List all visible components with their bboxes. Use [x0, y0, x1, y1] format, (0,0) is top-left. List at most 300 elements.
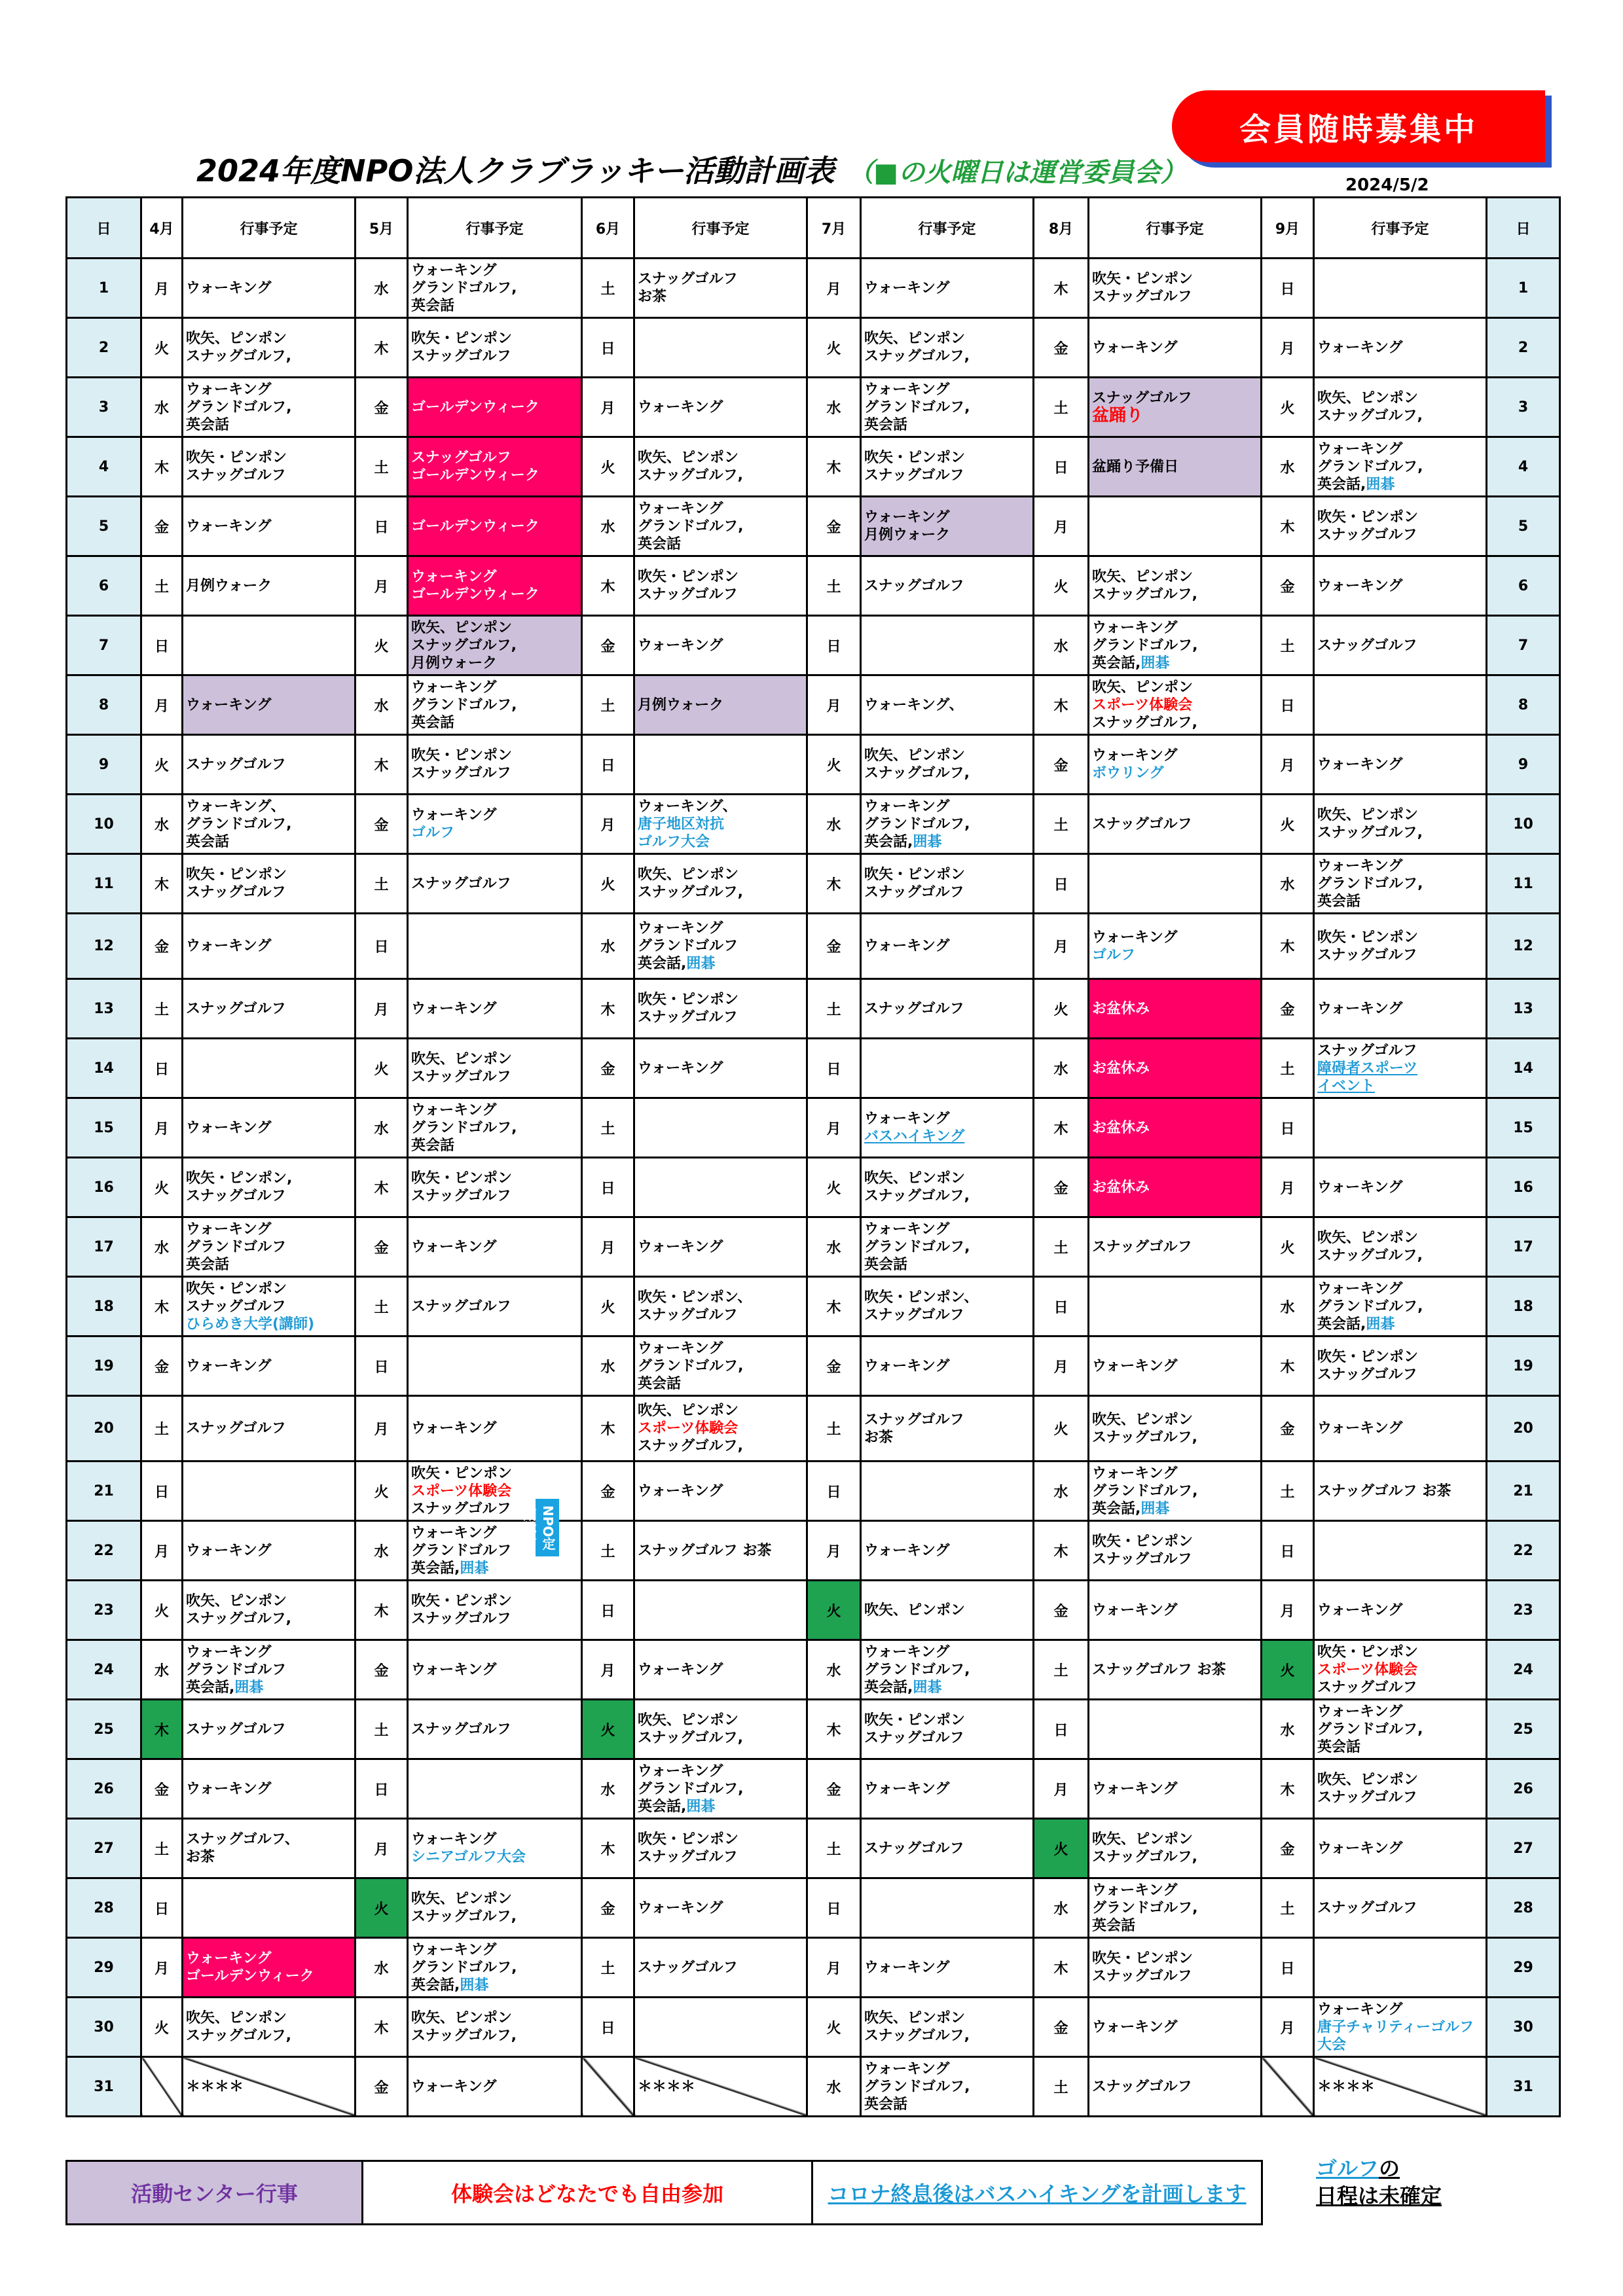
event-cell — [1314, 497, 1487, 556]
event-cell — [183, 497, 356, 556]
day-number-right: 7 — [1487, 616, 1560, 675]
weekday-cell: 火 — [356, 616, 408, 675]
weekday-cell: 水 — [1262, 1700, 1314, 1759]
event-cell — [1089, 854, 1262, 914]
event-cell — [861, 1158, 1034, 1217]
weekday-cell: 土 — [356, 854, 408, 914]
event-line: ウォーキング — [1317, 577, 1403, 594]
weekday-cell: 土 — [1262, 1039, 1314, 1098]
event-cell — [1314, 556, 1487, 616]
event-line: ウォーキング — [411, 1661, 497, 1678]
table-row — [67, 437, 1560, 497]
event-cell — [634, 1819, 807, 1878]
event-cell — [1314, 675, 1487, 735]
day-number-right: 12 — [1487, 914, 1560, 979]
table-row — [67, 1336, 1560, 1396]
table-row — [67, 914, 1560, 979]
header-row — [67, 198, 1560, 259]
event-cell — [1314, 795, 1487, 854]
event-line: 吹矢、ピンポン — [411, 1051, 513, 1067]
weekday-cell: 日 — [356, 1336, 408, 1396]
event-cell — [861, 795, 1034, 854]
day-number: 31 — [67, 2057, 141, 2117]
day-number: 1 — [67, 259, 141, 318]
event-cell — [1314, 1938, 1487, 1998]
event-line: スナッグゴルフ — [638, 586, 738, 603]
event-line: グランドゴルフ, — [1092, 1482, 1198, 1499]
event-cell — [1314, 1878, 1487, 1938]
event-line: ウォーキング — [411, 569, 497, 585]
weekday-cell: 月 — [582, 378, 634, 437]
day-number-right: 24 — [1487, 1640, 1560, 1700]
event-cell — [1314, 1217, 1487, 1277]
table-row — [67, 1878, 1560, 1938]
event-line: グランドゴルフ, — [1092, 1899, 1198, 1916]
event-line: 吹矢・ピンポン — [638, 992, 739, 1008]
weekday-cell: 火 — [141, 1158, 183, 1217]
table-row — [67, 318, 1560, 378]
event-line: スナッグゴルフ — [1092, 289, 1192, 305]
event-cell — [1089, 1158, 1262, 1217]
weekday-cell: 火 — [1034, 1396, 1089, 1462]
legend-center-events: 活動センター行事 — [65, 2160, 363, 2225]
event-line: スナッグゴルフ — [1092, 389, 1192, 406]
event-line: 吹矢・ピンポン — [1317, 929, 1419, 946]
weekday-cell: 土 — [141, 1396, 183, 1462]
event-cell — [183, 675, 356, 735]
event-line: お盆休み — [1092, 1179, 1150, 1196]
event-line: スナッグゴルフ — [1092, 816, 1192, 833]
weekday-cell: 土 — [1262, 616, 1314, 675]
event-cell — [1089, 318, 1262, 378]
event-line: 英会話 — [411, 297, 455, 314]
event-cell — [408, 1277, 582, 1336]
event-line: ウォーキング — [1092, 1780, 1178, 1797]
event-cell — [1314, 1336, 1487, 1396]
weekday-cell: 水 — [141, 1217, 183, 1277]
table-row — [67, 1581, 1560, 1640]
weekday-cell: 火 — [807, 318, 861, 378]
event-cell — [1314, 1640, 1487, 1700]
header-cell: 行事予定 — [861, 198, 1034, 259]
event-cell — [1314, 1098, 1487, 1158]
event-cell — [183, 437, 356, 497]
event-cell — [1089, 914, 1262, 979]
weekday-cell: 日 — [356, 1759, 408, 1819]
event-line: スナッグゴルフ お茶 — [638, 1542, 772, 1559]
event-cell — [408, 378, 582, 437]
event-cell — [861, 497, 1034, 556]
event-line: 月例ウォーク — [186, 577, 272, 594]
weekday-cell: 金 — [807, 1336, 861, 1396]
event-line: 吹矢・ピンポン — [864, 867, 966, 883]
event-line: ウォーキング — [638, 637, 723, 654]
event-line: スナッグゴルフ — [864, 1307, 964, 1323]
event-line: 月例ウォーク — [864, 527, 951, 543]
weekday-cell: 水 — [807, 795, 861, 854]
weekday-cell: 土 — [807, 1819, 861, 1878]
event-line: 吹矢、ピンポン — [864, 2010, 966, 2026]
weekday-cell: 木 — [1262, 914, 1314, 979]
event-line: ウォーキング — [1092, 929, 1178, 946]
event-line: グランドゴルフ, — [1092, 637, 1198, 654]
weekday-cell: 木 — [582, 979, 634, 1039]
event-line: ウォーキング — [186, 696, 272, 713]
event-cell — [1089, 1640, 1262, 1700]
event-line: スナッグゴルフ、 — [186, 1831, 299, 1848]
day-number: 17 — [67, 1217, 141, 1277]
event-line: スナッグゴルフ, — [1092, 1849, 1198, 1865]
event-line: 英会話,囲碁 — [1092, 1500, 1170, 1517]
weekday-cell: 水 — [356, 1938, 408, 1998]
event-line: ウォーキング — [411, 262, 497, 279]
event-line: スナッグゴルフ — [186, 884, 286, 901]
event-line: お茶 — [186, 1849, 215, 1865]
weekday-cell: 金 — [582, 1878, 634, 1938]
event-line: スナッグゴルフ — [864, 884, 964, 901]
table-row — [67, 1700, 1560, 1759]
event-line: 吹矢・ピンポン — [1092, 271, 1194, 287]
weekday-cell: 木 — [356, 1998, 408, 2057]
event-line: ウォーキング — [1092, 2018, 1178, 2036]
event-line: 英会話 — [864, 416, 908, 433]
event-cell — [1314, 1396, 1487, 1462]
weekday-cell: 日 — [1034, 437, 1089, 497]
event-line: スナッグゴルフ お茶 — [1092, 1661, 1226, 1678]
event-line: ウォーキング — [1317, 1280, 1403, 1297]
event-cell — [861, 1819, 1034, 1878]
event-line: スナッグゴルフ — [411, 1298, 511, 1315]
weekday-cell: 月 — [1262, 735, 1314, 795]
weekday-cell: 土 — [582, 1938, 634, 1998]
event-cell — [408, 735, 582, 795]
event-line: グランドゴルフ, — [1317, 1721, 1423, 1738]
event-line: スナッグゴルフ — [411, 450, 511, 466]
event-line: スナッグゴルフ — [1092, 2078, 1192, 2095]
event-line: 英会話,囲碁 — [864, 833, 942, 850]
event-line: ウォーキング — [1092, 1357, 1178, 1374]
weekday-cell: 月 — [1034, 914, 1089, 979]
weekday-cell: 水 — [807, 1217, 861, 1277]
day-number-right: 22 — [1487, 1521, 1560, 1581]
event-cell — [861, 1396, 1034, 1462]
event-cell — [861, 1998, 1034, 2057]
event-line: 障碍者スポーツ — [1317, 1060, 1418, 1077]
event-line: スナッグゴルフ — [864, 467, 964, 484]
weekday-cell: 月 — [141, 675, 183, 735]
weekday-cell: 土 — [141, 979, 183, 1039]
event-line: グランドゴルフ, — [411, 1119, 517, 1136]
event-cell — [1314, 1521, 1487, 1581]
weekday-cell: 土 — [807, 1396, 861, 1462]
event-line: グランドゴルフ — [186, 1661, 287, 1678]
event-cell — [1314, 437, 1487, 497]
event-line: 吹矢、ピンポン — [411, 2010, 513, 2026]
table-row — [67, 854, 1560, 914]
event-cell — [861, 675, 1034, 735]
weekday-cell — [141, 2057, 183, 2117]
event-line: 盆踊り予備日 — [1092, 458, 1179, 475]
weekday-cell: 金 — [356, 795, 408, 854]
event-line: お盆休み — [1092, 1000, 1150, 1017]
weekday-cell: 月 — [1262, 318, 1314, 378]
weekday-cell: 水 — [1034, 1462, 1089, 1521]
event-line: ウォーキング — [1317, 339, 1403, 356]
event-line: スポーツ体験会 — [1092, 696, 1193, 713]
day-number-right: 5 — [1487, 497, 1560, 556]
event-line: シニアゴルフ大会 — [411, 1849, 526, 1865]
weekday-cell: 月 — [807, 259, 861, 318]
event-cell — [408, 1938, 582, 1998]
day-number: 7 — [67, 616, 141, 675]
event-line: 吹矢、ピンポン — [186, 331, 287, 347]
event-line: 吹矢、ピンポン — [638, 1712, 739, 1729]
event-line: グランドゴルフ, — [411, 696, 517, 713]
event-line: ウォーキング — [1317, 1703, 1403, 1720]
event-cell — [1089, 378, 1262, 437]
event-line: ウォーキング — [1092, 747, 1178, 764]
event-line: バスハイキング — [864, 1128, 965, 1145]
event-line: 吹矢・ピンポン — [1317, 1349, 1419, 1365]
day-number-right: 4 — [1487, 437, 1560, 497]
event-line: 吹矢・ピンポン — [411, 1170, 513, 1187]
header-cell: 行事予定 — [634, 198, 807, 259]
event-cell — [634, 914, 807, 979]
event-line: 吹矢、ピンポン — [186, 2010, 287, 2026]
event-line: 英会話 — [186, 833, 230, 850]
weekday-cell: 水 — [1262, 437, 1314, 497]
event-cell — [1089, 675, 1262, 735]
event-cell — [1314, 1277, 1487, 1336]
weekday-cell: 土 — [356, 437, 408, 497]
event-line: スナッグゴルフ — [864, 1840, 964, 1857]
event-line: 英会話 — [1092, 1917, 1136, 1934]
weekday-cell: 日 — [1262, 1938, 1314, 1998]
weekday-cell: 月 — [807, 1521, 861, 1581]
event-line: ウォーキング — [864, 1221, 950, 1238]
event-line: 英会話,囲碁 — [638, 956, 716, 972]
golf-note — [1316, 2155, 1442, 2210]
weekday-cell: 木 — [356, 1581, 408, 1640]
weekday-cell: 金 — [807, 914, 861, 979]
event-line: スナッグゴルフ — [411, 875, 511, 892]
weekday-cell: 金 — [1262, 556, 1314, 616]
event-cell — [183, 1098, 356, 1158]
day-number-right: 1 — [1487, 259, 1560, 318]
event-cell — [634, 259, 807, 318]
event-line: グランドゴルフ, — [1317, 458, 1423, 475]
event-cell — [408, 497, 582, 556]
event-cell — [1314, 318, 1487, 378]
day-number: 12 — [67, 914, 141, 979]
weekday-cell: 日 — [141, 1878, 183, 1938]
event-cell — [183, 1039, 356, 1098]
weekday-cell: 金 — [141, 1759, 183, 1819]
day-number: 13 — [67, 979, 141, 1039]
event-line: 吹矢、ピンポン — [1092, 1411, 1194, 1428]
event-line: 吹矢、ピンポン — [1092, 679, 1194, 696]
not-applicable-marker: ＊＊＊＊ — [638, 2078, 696, 2095]
event-cell — [861, 1521, 1034, 1581]
weekday-cell: 火 — [141, 1998, 183, 2057]
event-cell — [1089, 1819, 1262, 1878]
event-cell — [183, 1336, 356, 1396]
day-number-right: 23 — [1487, 1581, 1560, 1640]
event-line: ウォーキング — [1092, 619, 1178, 636]
weekday-cell: 金 — [582, 1462, 634, 1521]
event-cell — [1314, 854, 1487, 914]
weekday-cell: 木 — [141, 1277, 183, 1336]
event-line: スポーツ体験会 — [411, 1482, 512, 1499]
event-cell — [408, 318, 582, 378]
event-cell — [183, 1938, 356, 1998]
event-line: ウォーキング — [638, 1060, 723, 1077]
event-line: ウォーキング、 — [186, 798, 285, 815]
weekday-cell: 月 — [356, 556, 408, 616]
day-number-right: 26 — [1487, 1759, 1560, 1819]
event-cell — [408, 979, 582, 1039]
legend-bus-hiking: コロナ終息後はバスハイキングを計画します — [811, 2160, 1263, 2225]
event-line: ウォーキング — [1092, 1882, 1178, 1899]
event-line: スナッグゴルフ, — [1317, 408, 1423, 424]
event-cell — [1314, 1700, 1487, 1759]
event-cell — [408, 1336, 582, 1396]
weekday-cell: 火 — [141, 735, 183, 795]
event-cell — [634, 318, 807, 378]
event-line: 吹矢、ピンポン — [638, 450, 739, 466]
weekday-cell: 日 — [807, 1039, 861, 1098]
weekday-cell: 土 — [356, 1700, 408, 1759]
table-row — [67, 1462, 1560, 1521]
weekday-cell: 月 — [582, 1640, 634, 1700]
event-line: スナッグゴルフ, — [186, 1611, 292, 1627]
event-cell — [861, 1277, 1034, 1336]
day-number-right: 6 — [1487, 556, 1560, 616]
event-line: 吹矢・ピンポン, — [186, 1170, 293, 1187]
event-line: スナッグゴルフ — [864, 577, 964, 594]
event-cell — [634, 1998, 807, 2057]
weekday-cell: 木 — [807, 1700, 861, 1759]
table-row — [67, 1039, 1560, 1098]
weekday-cell: 水 — [1034, 1039, 1089, 1098]
event-cell — [861, 1462, 1034, 1521]
event-line: ゴルフ大会 — [638, 833, 710, 850]
weekday-cell: 月 — [1034, 1336, 1089, 1396]
weekday-cell: 月 — [582, 1217, 634, 1277]
day-number-right: 9 — [1487, 735, 1560, 795]
day-number: 21 — [67, 1462, 141, 1521]
event-line: グランドゴルフ, — [638, 518, 744, 535]
event-line: 吹矢、ピンポン — [186, 1593, 287, 1609]
event-line: ウォーキング — [1317, 857, 1403, 874]
event-line: ウォーキング — [186, 1780, 272, 1797]
event-line: スナッグゴルフ, — [638, 467, 744, 484]
weekday-cell: 金 — [141, 1336, 183, 1396]
weekday-cell: 土 — [1034, 2057, 1089, 2117]
event-line: スナッグゴルフ お茶 — [1317, 1482, 1451, 1499]
table-row — [67, 1521, 1560, 1581]
weekday-cell: 月 — [807, 1938, 861, 1998]
weekday-cell: 金 — [1262, 979, 1314, 1039]
weekday-cell: 日 — [582, 1581, 634, 1640]
weekday-cell: 火 — [582, 1277, 634, 1336]
event-line: スナッグゴルフ, — [186, 2028, 292, 2044]
weekday-cell: 金 — [356, 1217, 408, 1277]
event-line: ゴールデンウィーク — [411, 399, 539, 416]
weekday-cell: 土 — [807, 979, 861, 1039]
event-cell — [861, 2057, 1034, 2117]
event-line: スナッグゴルフ, — [638, 884, 744, 901]
event-line: 吹矢、ピンポン — [1317, 1230, 1419, 1246]
event-cell — [408, 1098, 582, 1158]
event-line: ウォーキング — [1092, 339, 1178, 356]
event-line: スナッグゴルフ — [411, 1188, 511, 1204]
weekday-cell — [582, 2057, 634, 2117]
weekday-cell: 金 — [1034, 1581, 1089, 1640]
schedule-body — [67, 259, 1560, 2117]
event-line: スナッグゴルフ, — [638, 1438, 744, 1454]
event-line: 吹矢・ピンポン — [864, 1712, 966, 1729]
event-line: 吹矢・ピンポン — [186, 867, 287, 883]
weekday-cell: 火 — [582, 437, 634, 497]
event-cell — [1089, 1396, 1262, 1462]
weekday-cell: 日 — [1262, 1521, 1314, 1581]
weekday-cell: 火 — [356, 1462, 408, 1521]
event-cell — [183, 1462, 356, 1521]
event-line: グランドゴルフ, — [186, 399, 292, 416]
event-cell — [408, 1878, 582, 1938]
weekday-cell: 土 — [1262, 1462, 1314, 1521]
weekday-cell: 火 — [356, 1039, 408, 1098]
weekday-cell: 金 — [356, 2057, 408, 2117]
event-cell — [861, 1700, 1034, 1759]
event-line: スナッグゴルフ — [411, 1611, 511, 1627]
event-line: 英会話,囲碁 — [1317, 476, 1395, 493]
weekday-cell: 火 — [1262, 1640, 1314, 1700]
event-cell — [634, 795, 807, 854]
event-cell — [1314, 1819, 1487, 1878]
event-line: スナッグゴルフ — [638, 271, 738, 287]
event-cell — [861, 556, 1034, 616]
event-line: 吹矢・ピンポン、 — [638, 1289, 752, 1306]
legend-trial-events: 体験会はどなたでも自由参加 — [361, 2160, 813, 2225]
weekday-cell: 木 — [1262, 1336, 1314, 1396]
event-line: ウォーキング — [411, 1420, 497, 1437]
issue-date: 2024/5/2 — [1345, 175, 1429, 195]
day-number: 10 — [67, 795, 141, 854]
event-line: ウォーキング — [411, 1000, 497, 1017]
event-line: ウォーキング — [186, 381, 272, 398]
weekday-cell: 木 — [141, 854, 183, 914]
event-line: スポーツ体験会 — [638, 1420, 739, 1437]
event-cell — [408, 1158, 582, 1217]
weekday-cell: 日 — [1262, 259, 1314, 318]
event-line: スナッグゴルフ — [186, 1721, 286, 1738]
event-cell — [634, 1277, 807, 1336]
table-row — [67, 378, 1560, 437]
weekday-cell: 土 — [356, 1277, 408, 1336]
event-line: ウォーキング、 — [864, 696, 964, 713]
weekday-cell: 木 — [1034, 259, 1089, 318]
event-line: ウォーキング — [186, 1119, 272, 1136]
weekday-cell: 木 — [1262, 497, 1314, 556]
event-line: スナッグゴルフ — [186, 1000, 286, 1017]
event-line: 吹矢、ピンポン — [638, 1403, 739, 1419]
weekday-cell: 月 — [807, 675, 861, 735]
not-applicable-marker: ＊＊＊＊ — [186, 2078, 244, 2095]
event-line: イベント — [1317, 1077, 1376, 1094]
event-line: ウォーキング — [1317, 1420, 1403, 1437]
